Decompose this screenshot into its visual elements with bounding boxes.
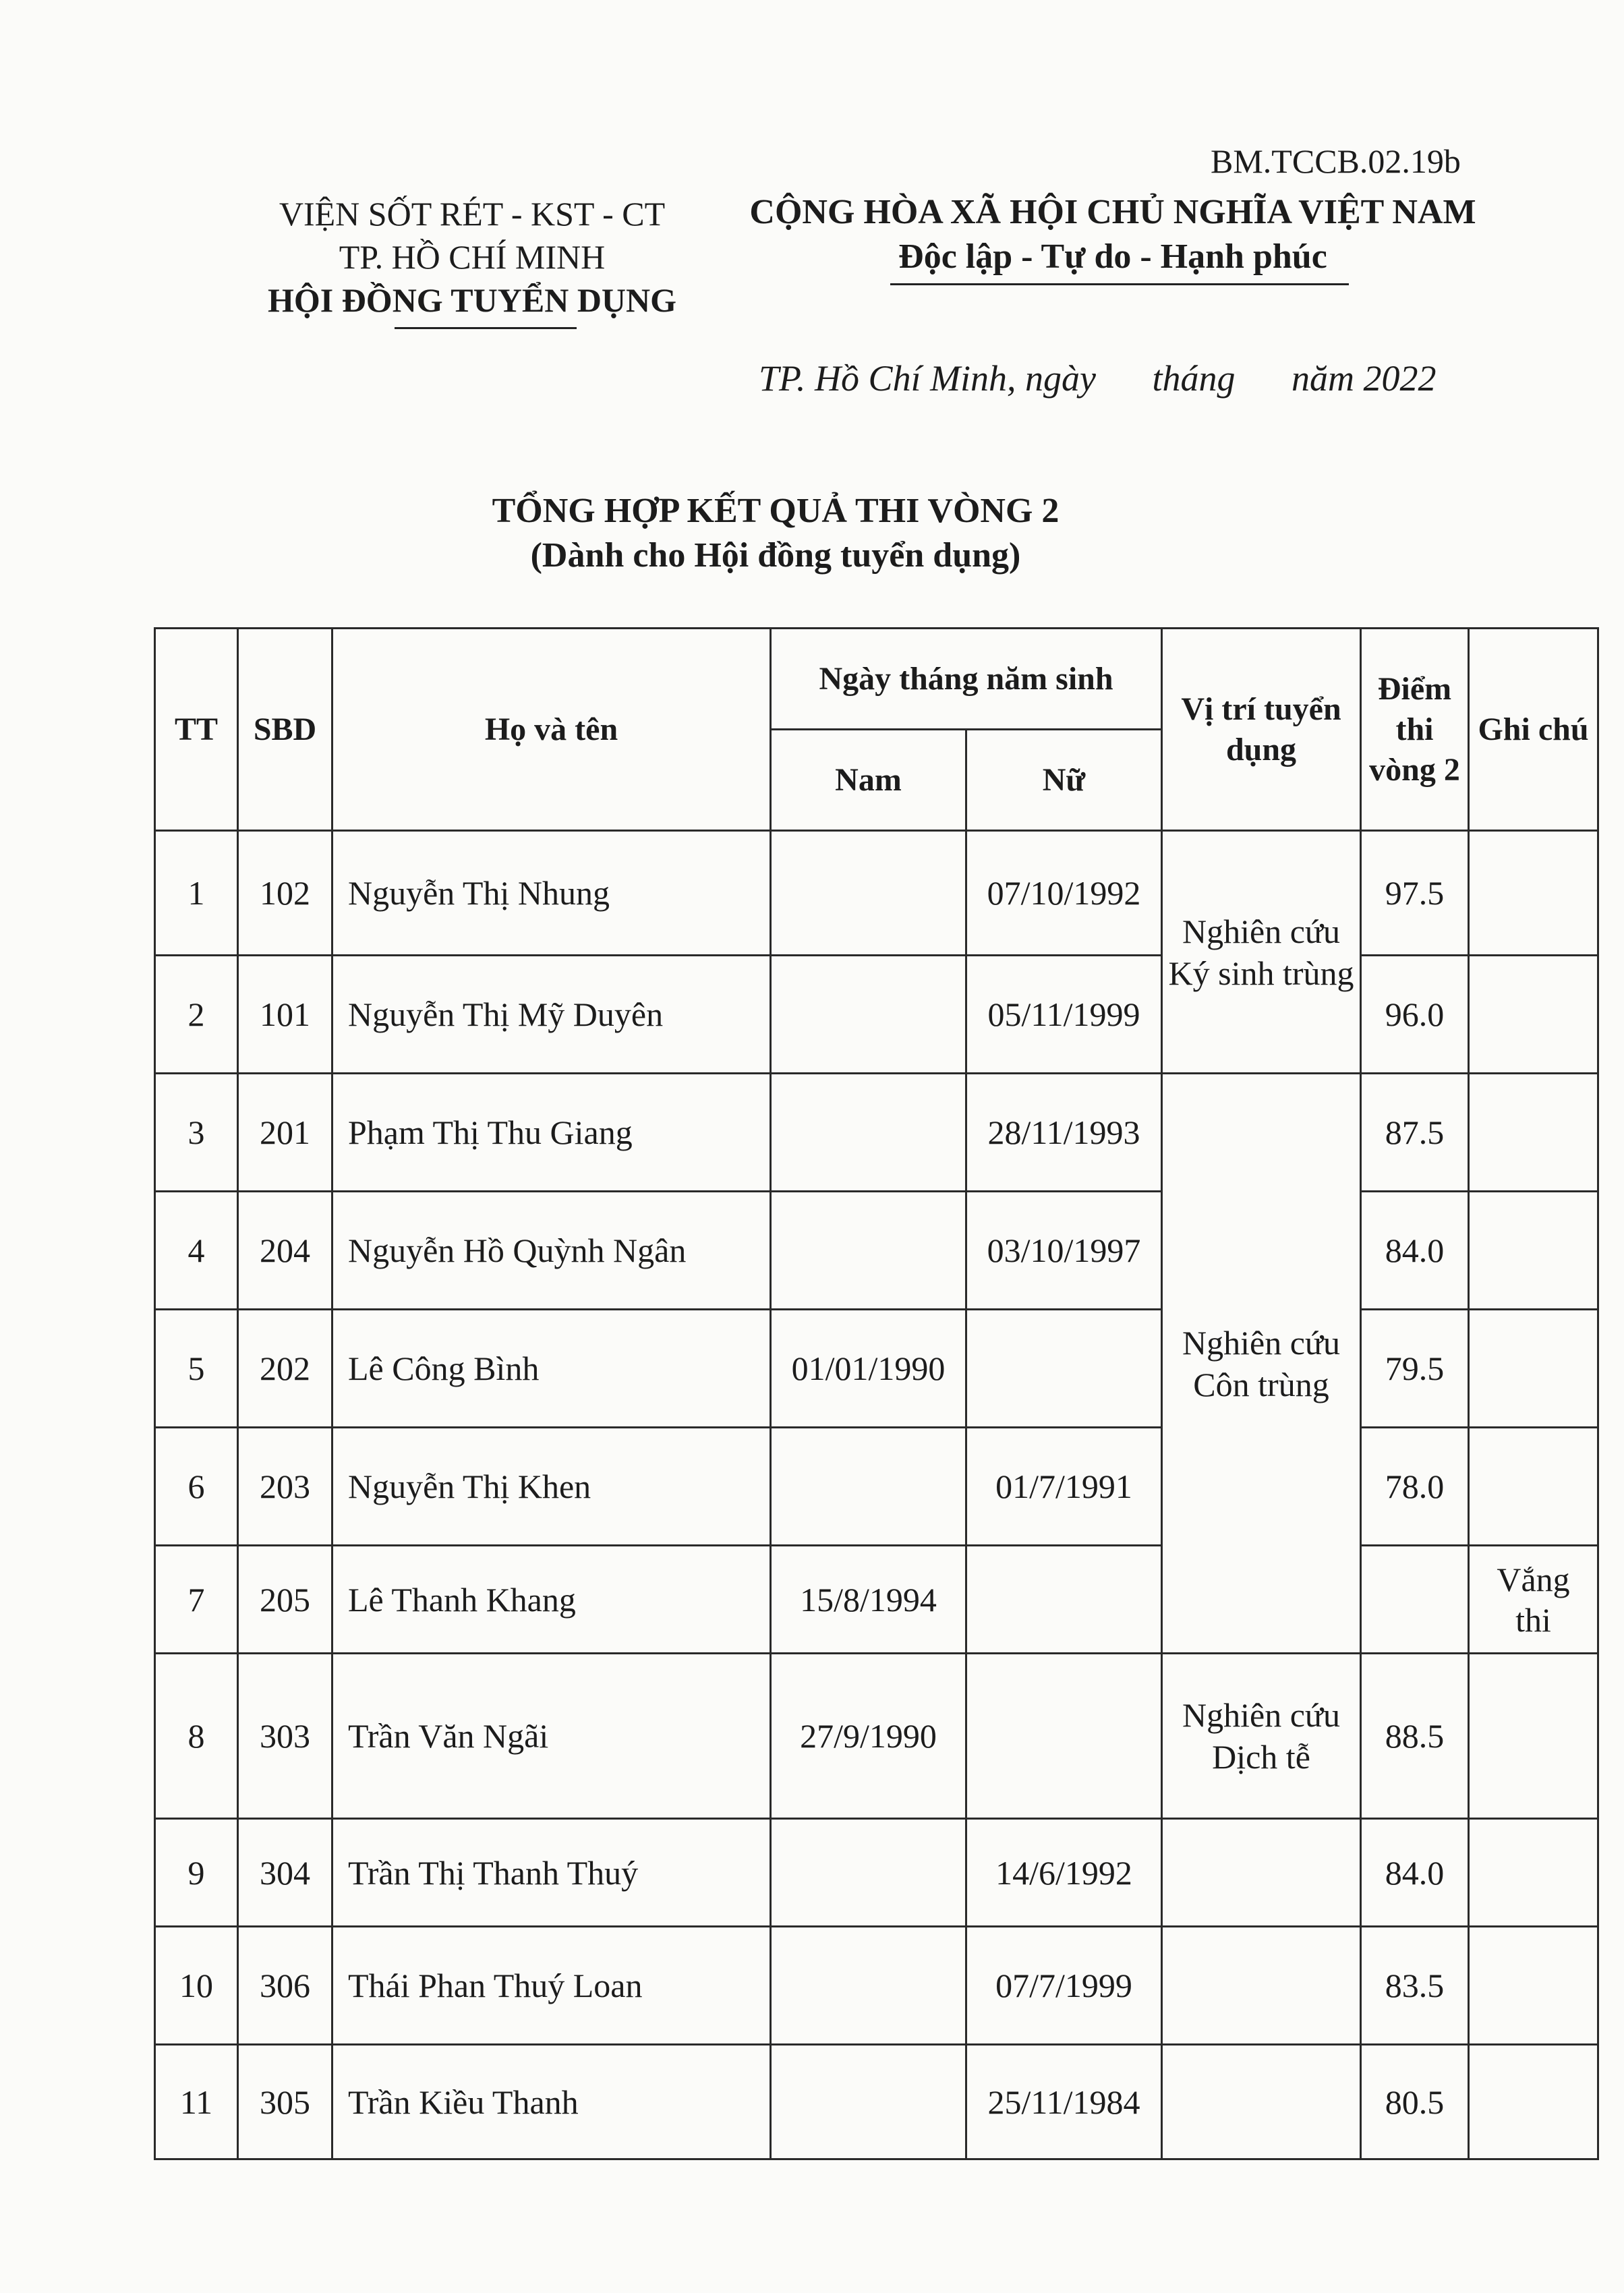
table-row: [155, 1654, 1598, 1819]
cell-tt: 7: [155, 1546, 238, 1654]
cell-name: Nguyễn Hồ Quỳnh Ngân: [332, 1192, 771, 1310]
date-month: tháng: [1152, 358, 1236, 399]
cell-name: Nguyễn Thị Khen: [332, 1428, 771, 1546]
cell-male: [771, 1819, 966, 1927]
title-sub: (Dành cho Hội đồng tuyển dụng): [530, 536, 1021, 575]
cell-male: [771, 1428, 966, 1546]
cell-tt: 2: [155, 956, 238, 1074]
date-place: TP. Hồ Chí Minh, ngày: [759, 358, 1097, 399]
cell-score: 78.0: [1361, 1428, 1469, 1546]
cell-score: 84.0: [1361, 1192, 1469, 1310]
cell-female: [966, 1654, 1162, 1819]
cell-note: [1469, 956, 1598, 1074]
cell-sbd: 102: [238, 831, 332, 956]
header-note: Ghi chú: [1469, 629, 1598, 831]
table-row: [155, 2045, 1598, 2159]
cell-position: Nghiên cứu Ký sinh trùng: [1162, 831, 1361, 1074]
header-row-1: [155, 629, 1598, 730]
cell-male: [771, 2045, 966, 2159]
cell-sbd: 202: [238, 1310, 332, 1428]
cell-sbd: 204: [238, 1192, 332, 1310]
cell-male: 01/01/1990: [771, 1310, 966, 1428]
cell-score: 83.5: [1361, 1927, 1469, 2045]
header-dob: Ngày tháng năm sinh: [771, 629, 1162, 730]
cell-female: 14/6/1992: [966, 1819, 1162, 1927]
cell-male: 27/9/1990: [771, 1654, 966, 1819]
cell-note: [1469, 1310, 1598, 1428]
table-row: [155, 1192, 1598, 1310]
date-line: [759, 357, 1437, 399]
cell-note: Vắng thi: [1469, 1546, 1598, 1654]
header-score: Điểm thi vòng 2: [1361, 629, 1469, 831]
org-line-1: VIỆN SỐT RÉT - KST - CT: [279, 195, 666, 233]
cell-score: 87.5: [1361, 1074, 1469, 1192]
table-row: [155, 956, 1598, 1074]
cell-position: Nghiên cứu Côn trùng: [1162, 1074, 1361, 1654]
table-row: [155, 1546, 1598, 1654]
org-line-2: TP. HỒ CHÍ MINH: [339, 238, 606, 276]
cell-note: [1469, 1192, 1598, 1310]
cell-tt: 9: [155, 1819, 238, 1927]
cell-male: [771, 1074, 966, 1192]
cell-female: 25/11/1984: [966, 2045, 1162, 2159]
cell-note: [1469, 831, 1598, 956]
cell-name: Nguyễn Thị Nhung: [332, 831, 771, 956]
cell-score: 79.5: [1361, 1310, 1469, 1428]
table-row: [155, 1074, 1598, 1192]
cell-name: Trần Văn Ngãi: [332, 1654, 771, 1819]
cell-female: 01/7/1991: [966, 1428, 1162, 1546]
cell-male: [771, 831, 966, 956]
org-underline: [395, 327, 577, 329]
cell-tt: 1: [155, 831, 238, 956]
cell-note: [1469, 1074, 1598, 1192]
cell-score: 97.5: [1361, 831, 1469, 956]
table-row: [155, 1428, 1598, 1546]
results-table: [154, 627, 1599, 2160]
table-row: [155, 831, 1598, 956]
cell-male: [771, 1192, 966, 1310]
cell-note: [1469, 1927, 1598, 2045]
header-sbd: SBD: [238, 629, 332, 831]
cell-sbd: 205: [238, 1546, 332, 1654]
cell-male: 15/8/1994: [771, 1546, 966, 1654]
cell-female: 07/10/1992: [966, 831, 1162, 956]
org-line-3: HỘI ĐỒNG TUYỂN DỤNG: [267, 281, 677, 319]
cell-tt: 3: [155, 1074, 238, 1192]
cell-female: 07/7/1999: [966, 1927, 1162, 2045]
document-title: [202, 489, 1349, 578]
national-header: [715, 190, 1511, 279]
cell-score: [1361, 1546, 1469, 1654]
cell-female: 28/11/1993: [966, 1074, 1162, 1192]
cell-note: [1469, 1654, 1598, 1819]
cell-male: [771, 1927, 966, 2045]
nation-motto: Độc lập - Tự do - Hạnh phúc: [898, 237, 1327, 276]
cell-tt: 10: [155, 1927, 238, 2045]
cell-name: Thái Phan Thuý Loan: [332, 1927, 771, 2045]
cell-tt: 4: [155, 1192, 238, 1310]
table-row: [155, 1927, 1598, 2045]
cell-position-empty: [1162, 1927, 1361, 2045]
motto-underline: [890, 283, 1349, 285]
cell-name: Trần Kiều Thanh: [332, 2045, 771, 2159]
cell-female: 05/11/1999: [966, 956, 1162, 1074]
cell-sbd: 303: [238, 1654, 332, 1819]
cell-position-empty: [1162, 2045, 1361, 2159]
cell-male: [771, 956, 966, 1074]
cell-tt: 5: [155, 1310, 238, 1428]
cell-tt: 8: [155, 1654, 238, 1819]
cell-female: [966, 1310, 1162, 1428]
organization-header: [229, 192, 715, 322]
cell-sbd: 304: [238, 1819, 332, 1927]
cell-score: 84.0: [1361, 1819, 1469, 1927]
cell-name: Lê Thanh Khang: [332, 1546, 771, 1654]
cell-position-empty: [1162, 1819, 1361, 1927]
header-name: Họ và tên: [332, 629, 771, 831]
header-male: Nam: [771, 730, 966, 831]
cell-sbd: 101: [238, 956, 332, 1074]
cell-score: 80.5: [1361, 2045, 1469, 2159]
cell-sbd: 201: [238, 1074, 332, 1192]
table-row: [155, 1819, 1598, 1927]
table-row: [155, 1310, 1598, 1428]
cell-note: [1469, 1819, 1598, 1927]
cell-note: [1469, 1428, 1598, 1546]
cell-name: Phạm Thị Thu Giang: [332, 1074, 771, 1192]
cell-score: 88.5: [1361, 1654, 1469, 1819]
cell-note: [1469, 2045, 1598, 2159]
date-year: năm 2022: [1292, 358, 1437, 399]
cell-tt: 6: [155, 1428, 238, 1546]
cell-sbd: 306: [238, 1927, 332, 2045]
cell-female: [966, 1546, 1162, 1654]
cell-name: Lê Công Bình: [332, 1310, 771, 1428]
header-female: Nữ: [966, 730, 1162, 831]
cell-sbd: 203: [238, 1428, 332, 1546]
cell-position: Nghiên cứu Dịch tễ: [1162, 1654, 1361, 1819]
cell-sbd: 305: [238, 2045, 332, 2159]
nation-line-1: CỘNG HÒA XÃ HỘI CHỦ NGHĨA VIỆT NAM: [749, 193, 1476, 231]
form-code: BM.TCCB.02.19b: [1211, 142, 1461, 180]
cell-name: Nguyễn Thị Mỹ Duyên: [332, 956, 771, 1074]
cell-tt: 11: [155, 2045, 238, 2159]
cell-female: 03/10/1997: [966, 1192, 1162, 1310]
header-position: Vị trí tuyển dụng: [1162, 629, 1361, 831]
cell-score: 96.0: [1361, 956, 1469, 1074]
cell-name: Trần Thị Thanh Thuý: [332, 1819, 771, 1927]
title-main: TỔNG HỢP KẾT QUẢ THI VÒNG 2: [492, 492, 1060, 530]
header-tt: TT: [155, 629, 238, 831]
